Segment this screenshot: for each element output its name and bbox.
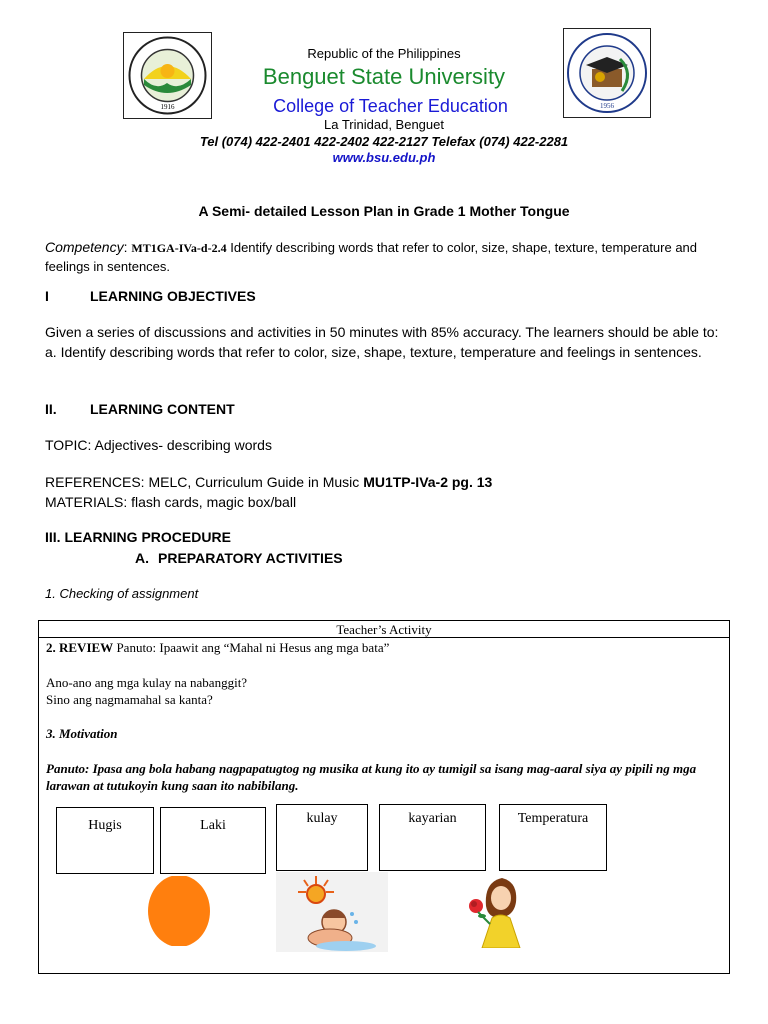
category-label-hugis: Hugis (88, 818, 122, 833)
republic-line: Republic of the Philippines (307, 46, 461, 61)
hot-sun-sweating-child-picture (276, 872, 388, 952)
category-label-laki: Laki (200, 818, 226, 833)
references-line (45, 474, 492, 490)
cte-seal-logo (563, 28, 651, 118)
website-link[interactable]: www.bsu.edu.ph (332, 150, 436, 165)
college-name: College of Teacher Education (273, 96, 508, 116)
topic-line: TOPIC: Adjectives- describing words (45, 437, 272, 453)
references-code: MU1TP-IVa-2 pg. 13 (363, 474, 493, 490)
review-line (46, 640, 389, 656)
section-3-heading: III. LEARNING PROCEDURE (45, 529, 231, 545)
section-2-heading: LEARNING CONTENT (90, 401, 235, 417)
address-line: La Trinidad, Benguet (324, 117, 444, 132)
competency-paragraph (45, 238, 725, 276)
girl-with-rose-picture (462, 872, 538, 948)
category-label-temperatura: Temperatura (517, 811, 589, 826)
section-1-number: I (45, 288, 49, 304)
category-box-kayarian (379, 804, 486, 871)
preparatory-letter: A. (135, 550, 149, 566)
category-box-kulay (276, 804, 368, 871)
section-2-number: II. (45, 401, 57, 417)
question-colors: Ano-ano ang mga kulay na nabanggit? (46, 675, 248, 690)
review-text: Panuto: Ipaawit ang “Mahal ni Hesus ang mga bata” (113, 640, 390, 655)
motivation-heading: 3. Motivation (46, 726, 118, 741)
category-box-temperatura (499, 804, 607, 871)
competency-colon: : (123, 239, 128, 255)
question-who-loves: Sino ang nagmamahal sa kanta? (46, 692, 213, 707)
objectives-paragraph: Given a series of discussions and activities in 50 minutes with 85% accuracy. The learners should be able to: a. Identify describing words that refer to color, size, shape, texture, temperature and feelings in sentences. (45, 324, 719, 360)
section-1-heading: LEARNING OBJECTIVES (90, 288, 256, 304)
preparatory-heading: PREPARATORY ACTIVITIES (158, 550, 343, 566)
category-label-kayarian: kayarian (408, 811, 457, 826)
university-name: Benguet State University (262, 64, 506, 89)
competency-label: Competency (45, 239, 124, 255)
category-box-hugis (56, 807, 154, 874)
phone-line: Tel (074) 422-2401 422-2402 422-2127 Telefax (074) 422-2281 (199, 134, 569, 149)
orange-circle-picture (148, 876, 210, 946)
panuto-instruction: Panuto: Ipasa ang bola habang nagpapatugtog ng musika at kung ito ay tumigil sa isang mag-aaral siya ay pipili ng mga larawan at tutukoyin kung saan ito nabibilang. (46, 761, 697, 793)
svg-text:1956: 1956 (600, 102, 614, 110)
svg-text:1916: 1916 (160, 103, 175, 111)
materials-line: MATERIALS: flash cards, magic box/ball (45, 494, 297, 510)
category-box-laki (160, 807, 266, 874)
lesson-plan-title: A Semi- detailed Lesson Plan in Grade 1 Mother Tongue (198, 203, 570, 219)
review-label: 2. REVIEW (46, 640, 114, 655)
checking-assignment-line: 1. Checking of assignment (45, 586, 199, 601)
competency-text: Identify describing words that refer to color, size, shape, texture, temperature and feelings in sentences. (45, 240, 698, 274)
references-label: REFERENCES: MELC, Curriculum Guide in Music (45, 474, 364, 490)
category-label-kulay: kulay (306, 811, 338, 826)
table-header: Teacher’s Activity (336, 622, 432, 637)
competency-code: MT1GA-IVa-d-2.4 (131, 241, 227, 255)
